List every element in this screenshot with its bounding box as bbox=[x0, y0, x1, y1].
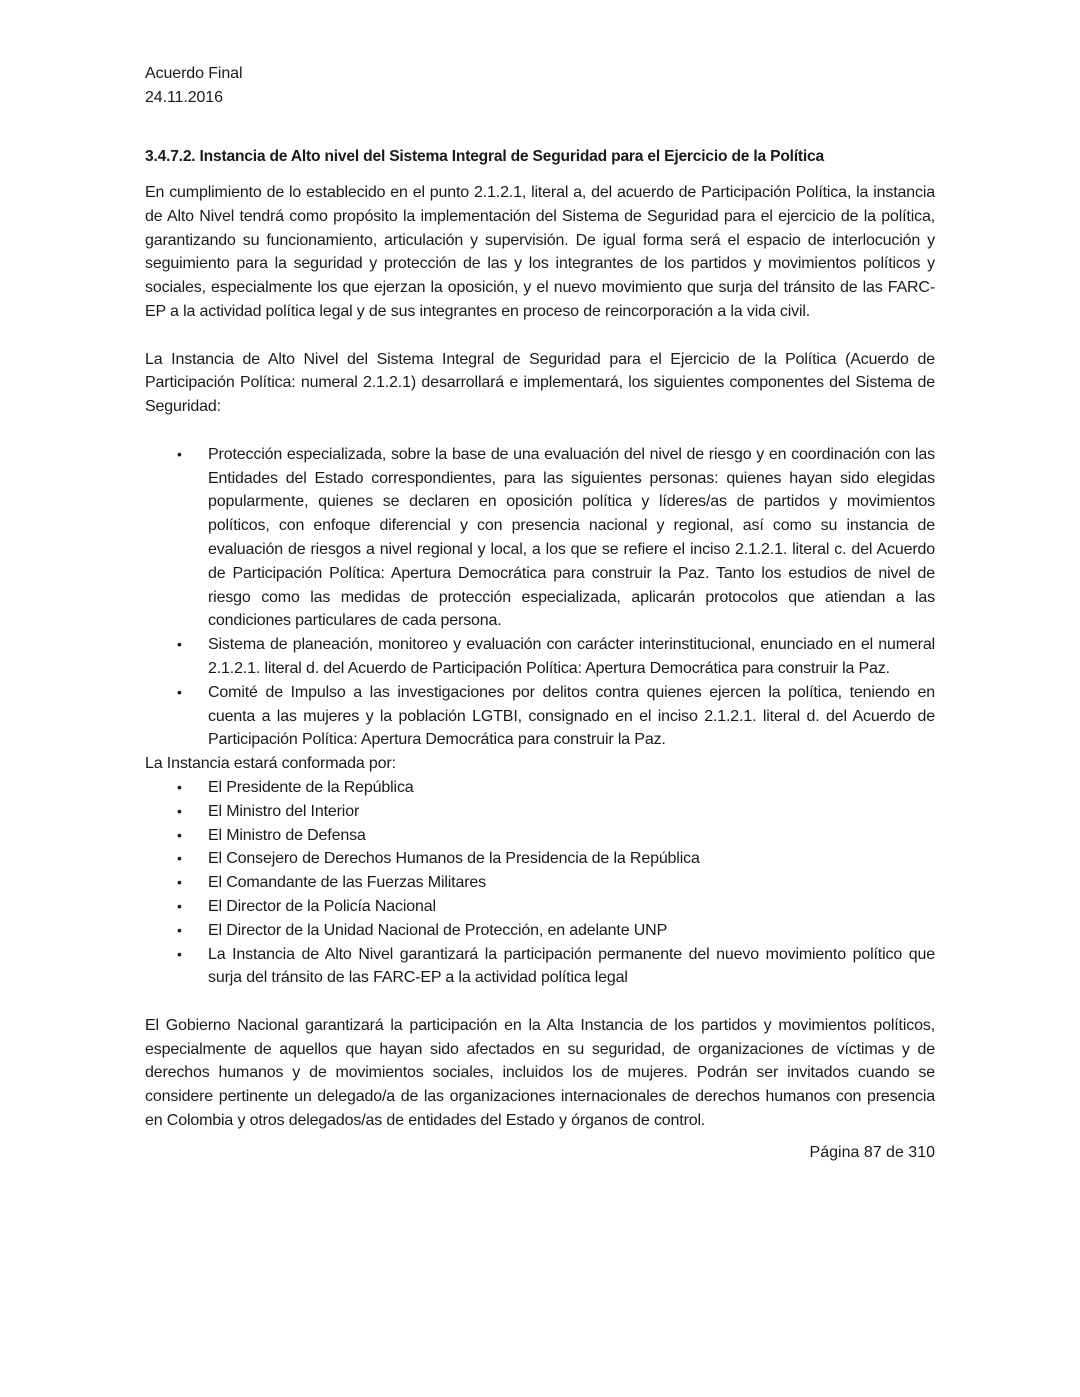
bullet-icon: • bbox=[177, 636, 182, 653]
list-item bbox=[145, 919, 935, 943]
list-item-text: El Director de la Unidad Nacional de Protección, en adelante UNP bbox=[208, 921, 668, 939]
document-title: Acuerdo Final bbox=[145, 65, 243, 82]
bullet-icon: • bbox=[177, 945, 182, 962]
bullet-icon: • bbox=[177, 921, 182, 938]
bullet-icon: • bbox=[177, 850, 182, 867]
bullet-icon: • bbox=[177, 826, 182, 843]
bullet-icon: • bbox=[177, 683, 182, 700]
list-item bbox=[145, 847, 935, 871]
list-item bbox=[145, 800, 935, 824]
list-item-text: Comité de Impulso a las investigaciones por delitos contra quienes ejercen la política, teniendo en cuenta a las mujeres y la población LGTBI, consignado en el inciso 2.1.2.1. literal d. del Acuerdo de Participación Política: Apertura Democrática para construir la Paz. bbox=[208, 683, 935, 749]
list-item-text: El Ministro de Defensa bbox=[208, 826, 366, 844]
list-item bbox=[145, 824, 935, 848]
list-item-text: El Director de la Policía Nacional bbox=[208, 897, 436, 915]
paragraph-components-intro: La Instancia de Alto Nivel del Sistema Integral de Seguridad para el Ejercicio de la Política (Acuerdo de Participación Política: numeral 2.1.2.1) desarrollará e implementará, los siguientes componentes del Sistema de Seguridad: bbox=[145, 350, 935, 416]
page-number: Página 87 de 310 bbox=[809, 1143, 935, 1161]
list-item-text: Sistema de planeación, monitoreo y evaluación con carácter interinstitucional, enunciado en el numeral 2.1.2.1. literal d. del Acuerdo de Participación Política: Apertura Democrática para construir la Paz. bbox=[208, 636, 935, 677]
list-item-text: El Ministro del Interior bbox=[208, 802, 360, 820]
paragraph-members-intro: La Instancia estará conformada por: bbox=[145, 755, 396, 773]
components-list bbox=[145, 443, 935, 752]
list-item-text: El Consejero de Derechos Humanos de la Presidencia de la República bbox=[208, 850, 700, 868]
list-item-text: Protección especializada, sobre la base de una evaluación del nivel de riesgo y en coordinación con las Entidades del Estado correspondientes, para las siguientes personas: quienes hayan sido elegidas popularmente, quienes se declaren en oposición política y líderes/as de partidos y movimientos políticos, con enfoque diferencial y con presencia nacional y regional, así como su instancia de evaluación de riesgos a nivel regional y local, a los que se refiere el inciso 2.1.2.1. literal c. del Acuerdo de Participación Política: Apertura Democrática para construir la Paz. Tanto los estudios de nivel de riesgo como las medidas de protección especializada, aplicarán protocolos que atiendan a las condiciones particulares de cada persona. bbox=[208, 445, 935, 630]
list-item bbox=[145, 871, 935, 895]
list-item-text: El Comandante de las Fuerzas Militares bbox=[208, 874, 486, 892]
bullet-icon: • bbox=[177, 802, 182, 819]
list-item bbox=[145, 681, 935, 752]
list-item bbox=[145, 776, 935, 800]
bullet-icon: • bbox=[177, 778, 182, 795]
list-item-text: La Instancia de Alto Nivel garantizará la participación permanente del nuevo movimiento político que surja del tránsito de las FARC-EP a la actividad política legal bbox=[208, 945, 935, 987]
section-heading: 3.4.7.2. Instancia de Alto nivel del Sistema Integral de Seguridad para el Ejercicio de la Política bbox=[145, 148, 824, 165]
list-item-text: El Presidente de la República bbox=[208, 778, 414, 796]
paragraph-participation: El Gobierno Nacional garantizará la participación en la Alta Instancia de los partidos y movimientos políticos, especialmente de aquellos que hayan sido afectados en su seguridad, de organizaciones de víctimas y de derechos humanos y de movimientos sociales, incluidos los de mujeres. Podrán ser invitados cuando se considere pertinente un delegado/a de las organizaciones internacionales de derechos humanos con presencia en Colombia y otros delegados/as de entidades del Estado y órganos de control. bbox=[145, 1016, 935, 1130]
document-page bbox=[145, 62, 935, 1165]
bullet-icon: • bbox=[177, 874, 182, 891]
members-list bbox=[145, 776, 935, 990]
list-item bbox=[145, 943, 935, 991]
document-date: 24.11.2016 bbox=[145, 89, 223, 106]
paragraph-purpose: En cumplimiento de lo establecido en el punto 2.1.2.1, literal a, del acuerdo de Participación Política, la instancia de Alto Nivel tendrá como propósito la implementación del Sistema de Seguridad para el ejercicio de la política, garantizando su funcionamiento, articulación y supervisión. De igual forma será el espacio de interlocución y seguimiento para la seguridad y protección de las y los integrantes de los partidos y movimientos políticos y sociales, especialmente los que ejerzan la oposición, y el nuevo movimiento que surja del tránsito de las FARC-EP a la actividad política legal y de sus integrantes en proceso de reincorporación a la vida civil. bbox=[145, 184, 935, 320]
list-item bbox=[145, 443, 935, 633]
bullet-icon: • bbox=[177, 445, 182, 462]
list-item bbox=[145, 633, 935, 681]
list-item bbox=[145, 895, 935, 919]
bullet-icon: • bbox=[177, 897, 182, 914]
